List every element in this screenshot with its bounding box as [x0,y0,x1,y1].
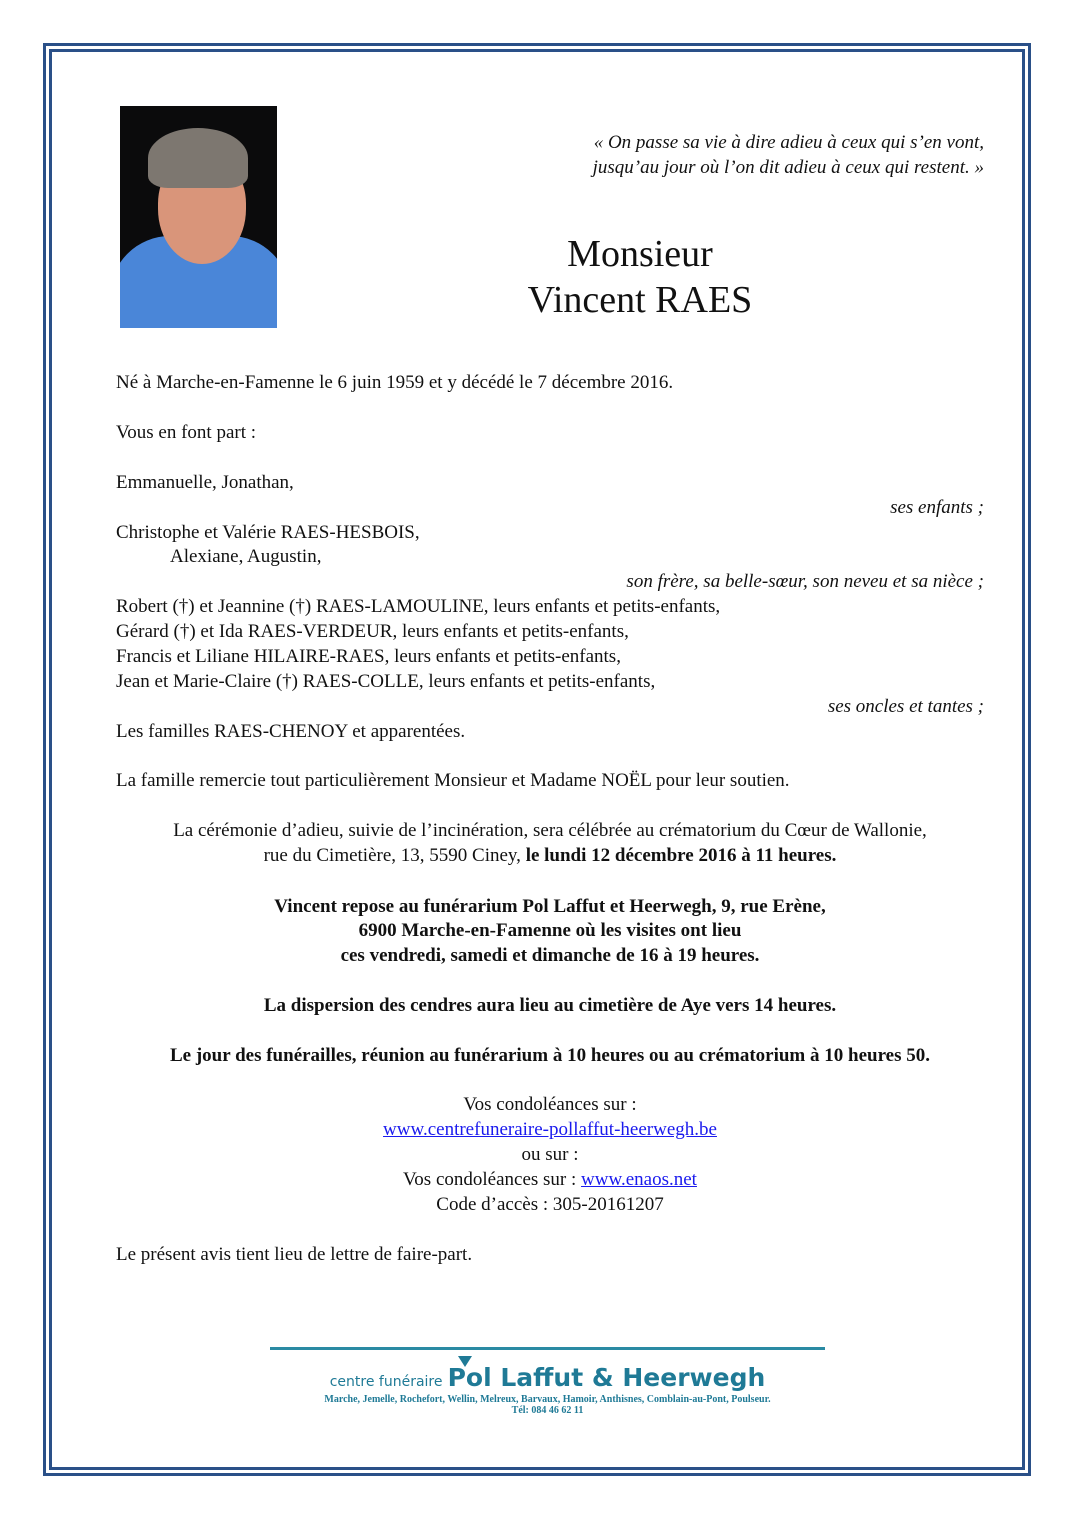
intro-line: Vous en font part : [116,422,257,443]
children-role: ses enfants ; [890,497,984,518]
uncle-line: Gérard (†) et Ida RAES-VERDEUR, leurs enfants et petits-enfants, [116,621,629,642]
funeral-center-link[interactable]: www.centrefuneraire-pollaffut-heerwegh.be [383,1119,717,1140]
nephews-line: Alexiane, Augustin, [170,546,322,567]
enaos-link[interactable]: www.enaos.net [581,1169,697,1190]
funeral-day-line: Le jour des funérailles, réunion au funérarium à 10 heures ou au crématorium à 10 heures 50. [170,1045,930,1066]
phone: Tél: 084 46 62 11 [511,1405,584,1416]
repose-line: Vincent repose au funérarium Pol Laffut et Heerwegh, 9, rue Erène, [274,896,826,917]
uncle-line: Robert (†) et Jeannine (†) RAES-LAMOULINE, leurs enfants et petits-enfants, [116,596,721,617]
quote: « On passe sa vie à dire adieu à ceux qui s’en vont, jusqu’au jour où l’on dit adieu à ceux qui restent. » [592,132,984,178]
towns-list: Marche, Jemelle, Rochefort, Wellin, Melreux, Barvaux, Hamoir, Anthisnes, Comblain-au-Pont, Poulseur. [324,1394,771,1405]
funeral-center-logo: centre funéraire Pol Laffut & Heerwegh Marche, Jemelle, Rochefort, Wellin, Melreux, Barvaux, Hamoir, Anthisnes, Comblain-au-Pont, Poulseur. Tél: 084 46 62 11 [270,1347,825,1416]
dispersion-line: La dispersion des cendres aura lieu au cimetière de Aye vers 14 heures. [263,995,837,1016]
ceremony-line: La cérémonie d’adieu, suivie de l’incinération, sera célébrée au crématorium du Cœur de Wallonie, [173,820,927,841]
thanks-line: La famille remercie tout particulièrement Monsieur et Madame NOËL pour leur soutien. [116,770,790,791]
condolences-enaos-line: Vos condoléances sur : www.enaos.net [403,1169,697,1190]
sibling-role: son frère, sa belle-sœur, son neveu et sa nièce ; [626,571,984,592]
families-line: Les familles RAES-CHENOY et apparentées. [116,721,466,742]
closing-line: Le présent avis tient lieu de lettre de faire-part. [116,1244,473,1265]
repose-line: 6900 Marche-en-Famenne où les visites ont lieu [358,920,742,941]
deceased-title: Monsieur [567,233,713,275]
uncle-line: Francis et Liliane HILAIRE-RAES, leurs enfants et petits-enfants, [116,646,621,667]
condolences-link-line [0,1118,1075,1142]
access-code: Code d’accès : 305-20161207 [436,1194,664,1215]
or-line: ou sur : [521,1144,579,1165]
condolences-label: Vos condoléances sur : [463,1094,637,1115]
repose-line: ces vendredi, samedi et dimanche de 16 à 19 heures. [340,945,760,966]
portrait-photo [120,106,277,328]
divider [270,1347,825,1350]
deceased-name: Vincent RAES [527,279,753,321]
birth-line: Né à Marche-en-Famenne le 6 juin 1959 et y décédé le 7 décembre 2016. [116,372,674,393]
sibling-line: Christophe et Valérie RAES-HESBOIS, [116,522,420,543]
uncle-line: Jean et Marie-Claire (†) RAES-COLLE, leurs enfants et petits-enfants, [116,671,656,692]
ceremony-date-line: rue du Cimetière, 13, 5590 Ciney, le lundi 12 décembre 2016 à 11 heures. [263,845,837,866]
uncles-role: ses oncles et tantes ; [827,696,984,717]
children-line: Emmanuelle, Jonathan, [116,472,294,493]
